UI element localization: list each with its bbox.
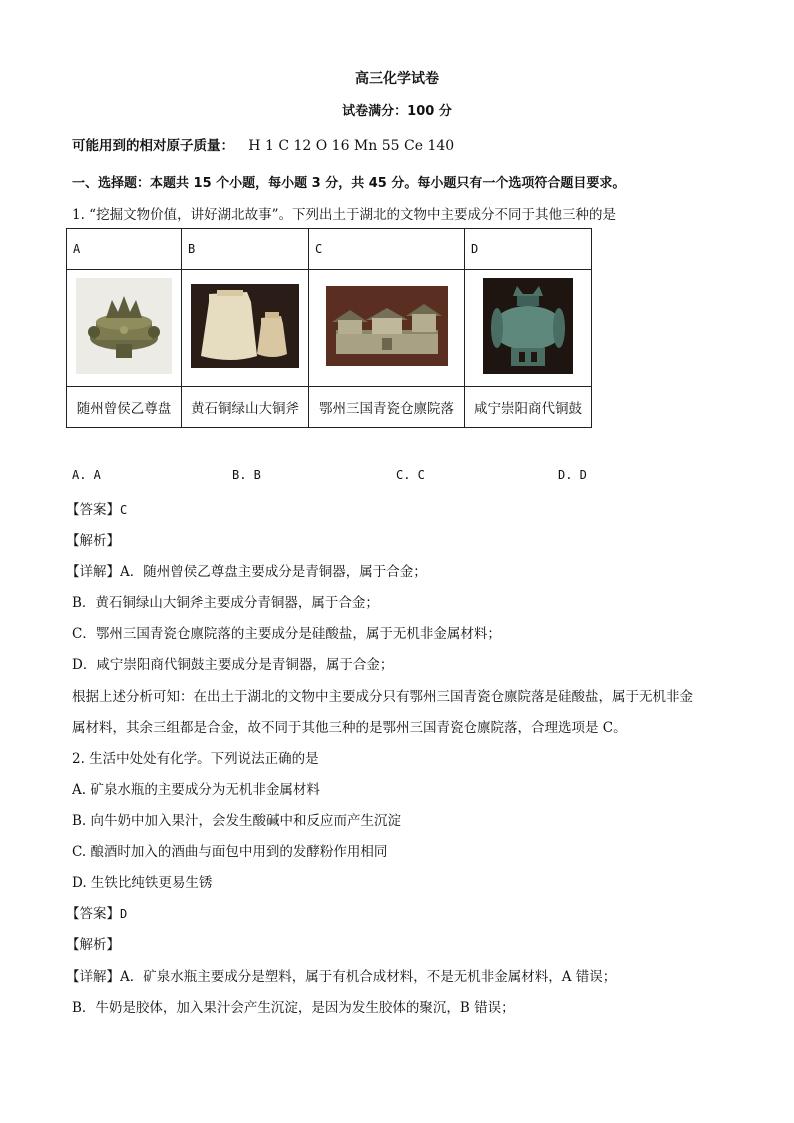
bronze-drum-image bbox=[483, 278, 573, 374]
relic-table-header-row bbox=[67, 229, 592, 270]
q1-detail-line-4: D．咸宁崇阳商代铜鼓主要成分是青铜器，属于合金； bbox=[72, 657, 394, 673]
q2-detail-line-2: B．牛奶是胶体，加入果汁会产生沉淀，是因为发生胶体的聚沉，B 错误； bbox=[72, 1000, 515, 1016]
bronze-zunpan-image bbox=[76, 278, 172, 374]
celadon-granary-image bbox=[326, 286, 448, 366]
q2-detail-line-1 bbox=[66, 965, 616, 985]
atomic-mass-values: H 1 C 12 O 16 Mn 55 Ce 140 bbox=[248, 138, 455, 154]
q1-detail-text-1: A．随州曾侯乙尊盘主要成分是青铜器，属于合金； bbox=[120, 564, 427, 580]
q1-detail-tag: 【详解】 bbox=[66, 564, 120, 580]
q2-option-a: A. 矿泉水瓶的主要成分为无机非金属材料 bbox=[72, 782, 320, 798]
q1-conclusion-line-2: 属材料，其余三组都是合金，故不同于其他三种的是鄂州三国青瓷仓廪院落，合理选项是 C。 bbox=[72, 720, 627, 736]
q2-answer-tag: 【答案】 bbox=[66, 906, 120, 922]
relic-table bbox=[66, 228, 592, 428]
relic-table-image-row bbox=[67, 270, 592, 387]
q1-answer bbox=[66, 498, 127, 518]
relic-name-d: 咸宁崇阳商代铜鼓 bbox=[465, 387, 592, 428]
q1-conclusion-line-1: 根据上述分析可知：在出土于湖北的文物中主要成分只有鄂州三国青瓷仓廪院落是硅酸盐，属于无机非金 bbox=[72, 689, 693, 705]
section-heading: 一、选择题：本题共 15 个小题，每小题 3 分，共 45 分。每小题只有一个选项符合题目要求。 bbox=[72, 176, 626, 191]
relic-header-c: C bbox=[309, 229, 465, 270]
q2-analysis-tag: 【解析】 bbox=[66, 937, 120, 953]
q2-stem: 2. 生活中处处有化学。下列说法正确的是 bbox=[72, 751, 319, 767]
q1-stem: 1. “挖掘文物价值，讲好湖北故事”。下列出土于湖北的文物中主要成分不同于其他三种的是 bbox=[72, 207, 616, 223]
q1-detail-line-1 bbox=[66, 560, 427, 580]
q1-option-c: C. C bbox=[396, 468, 425, 482]
q1-option-a: A. A bbox=[72, 468, 101, 482]
relic-image-cell-b bbox=[182, 270, 309, 387]
q1-analysis-tag: 【解析】 bbox=[66, 533, 120, 549]
relic-header-d: D bbox=[465, 229, 592, 270]
relic-name-a: 随州曾侯乙尊盘 bbox=[67, 387, 182, 428]
relic-image-cell-c bbox=[309, 270, 465, 387]
relic-name-b: 黄石铜绿山大铜斧 bbox=[182, 387, 309, 428]
atomic-mass-label: 可能用到的相对原子质量： bbox=[72, 138, 234, 154]
page-title: 高三化学试卷 bbox=[355, 71, 439, 87]
q2-detail-tag: 【详解】 bbox=[66, 969, 120, 985]
q1-detail-line-3: C．鄂州三国青瓷仓廪院落的主要成分是硅酸盐，属于无机非金属材料； bbox=[72, 626, 501, 642]
relic-table-name-row bbox=[67, 387, 592, 428]
q1-answer-value: C bbox=[120, 503, 128, 517]
full-score: 试卷满分：100 分 bbox=[342, 104, 452, 119]
q2-option-c: C. 酿酒时加入的酒曲与面包中用到的发酵粉作用相同 bbox=[72, 844, 388, 860]
bronze-axe-image bbox=[191, 284, 299, 368]
q2-option-b: B. 向牛奶中加入果汁，会发生酸碱中和反应而产生沉淀 bbox=[72, 813, 402, 829]
relic-image-cell-a bbox=[67, 270, 182, 387]
q2-answer bbox=[66, 902, 127, 922]
q1-option-d: D. D bbox=[558, 468, 587, 482]
q2-answer-value: D bbox=[120, 907, 128, 921]
relic-name-c: 鄂州三国青瓷仓廪院落 bbox=[309, 387, 465, 428]
relic-image-cell-d bbox=[465, 270, 592, 387]
q2-detail-text-1: A．矿泉水瓶主要成分是塑料，属于有机合成材料，不是无机非金属材料，A 错误； bbox=[120, 969, 617, 985]
relic-header-a: A bbox=[67, 229, 182, 270]
q1-option-b: B. B bbox=[232, 468, 261, 482]
relic-header-b: B bbox=[182, 229, 309, 270]
q2-option-d: D. 生铁比纯铁更易生锈 bbox=[72, 875, 213, 891]
atomic-mass-line bbox=[72, 134, 454, 154]
q1-detail-line-2: B．黄石铜绿山大铜斧主要成分青铜器，属于合金； bbox=[72, 595, 379, 611]
q1-answer-tag: 【答案】 bbox=[66, 502, 120, 518]
